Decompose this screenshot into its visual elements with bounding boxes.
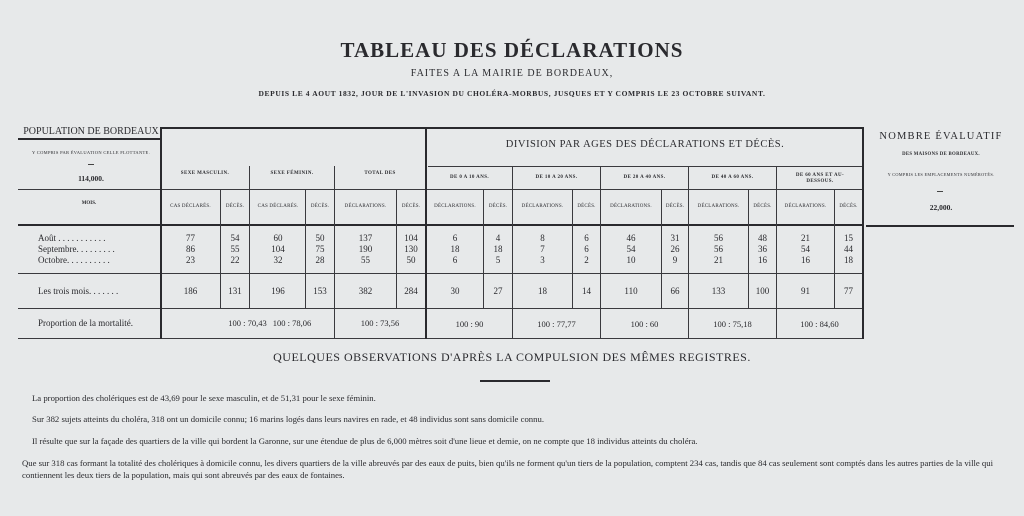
month-label-octobre: Octobre. . . . . . . . . .: [38, 255, 110, 265]
proportion-total: 100 : 73,56: [360, 318, 400, 328]
sub-header: CAS DÉCLARÉS.: [257, 204, 299, 209]
mois-label: MOIS.: [81, 201, 97, 206]
month-value: 55: [361, 255, 370, 265]
observations-rule: [480, 380, 550, 382]
trois-mois-value: 153: [313, 286, 327, 296]
months-bottom-rule: [18, 273, 864, 274]
trois-mois-value: 131: [228, 286, 242, 296]
month-value: 54: [626, 244, 636, 254]
month-value: 16: [801, 255, 810, 265]
pop-bottom-rule: [18, 189, 160, 190]
houses-value: 22,000.: [929, 203, 953, 212]
month-value: 10: [626, 255, 636, 265]
month-value: 190: [358, 244, 373, 254]
month-value: 18: [450, 244, 460, 254]
month-value: 2: [584, 255, 589, 265]
sub-header: DÉCÈS.: [753, 204, 772, 209]
proportion-masculin: 100 : 70,43: [228, 318, 267, 328]
table-top-rule: [160, 127, 864, 129]
month-value: 6: [452, 233, 458, 243]
month-label-aout: Août . . . . . . . . . . .: [38, 233, 106, 243]
month-values-cell: [484, 233, 512, 266]
month-value: 36: [758, 244, 767, 254]
sub-header: DÉCÈS.: [665, 204, 685, 209]
group-header-feminin: SEXE FÉMININ.: [270, 171, 314, 176]
trois-mois-value: 196: [271, 286, 285, 296]
sub-header: DÉCÈS.: [310, 204, 330, 209]
trois-mois-value: 14: [582, 286, 591, 296]
sub-header: DÉCÈS.: [839, 204, 858, 209]
month-values-cell: [335, 233, 396, 266]
month-value: 56: [714, 233, 723, 243]
proportion-label: Proportion de la mortalité.: [38, 318, 133, 328]
sub-header: DÉCÈS.: [225, 204, 245, 209]
division-rule: [428, 166, 862, 167]
period-line: DEPUIS LE 4 AOUT 1832, JOUR DE L'INVASION DU CHOLÉRA-MORBUS, JUSQUES ET Y COMPRIS LE 23 OCTOBRE SUIVANT.: [258, 89, 766, 98]
month-value: 137: [358, 233, 373, 243]
month-values-cell: [513, 233, 572, 266]
month-value: 6: [452, 255, 458, 265]
proportion-40-60: 100 : 75,18: [713, 319, 752, 329]
month-value: 6: [584, 233, 589, 243]
month-values-cell: [573, 233, 600, 266]
month-value: 54: [801, 244, 810, 254]
month-value: 77: [186, 233, 195, 243]
page-title: TABLEAU DES DÉCLARATIONS: [340, 38, 684, 62]
group-header-total: TOTAL DES: [364, 171, 396, 176]
population-dash: [88, 164, 94, 165]
sub-header: DÉCLARATIONS.: [610, 204, 652, 209]
month-value: 4: [495, 233, 501, 243]
month-values-cell: [689, 233, 748, 266]
trois-mois-value: 30: [450, 286, 460, 296]
houses-dash: [937, 191, 943, 192]
sub-header: DÉCÈS.: [401, 204, 421, 209]
population-note: Y COMPRIS PAR ÉVALUATION CELLE FLOTTANTE.: [31, 150, 151, 155]
month-value: 104: [271, 244, 285, 254]
header-bottom-rule: [18, 224, 864, 226]
month-value: 23: [186, 255, 195, 265]
sub-header: DÉCLARATIONS.: [784, 204, 827, 209]
table-bottom-rule: [18, 338, 864, 339]
trois-mois-value: 382: [358, 286, 373, 296]
observation-paragraph: Sur 382 sujets atteints du choléra, 318 ont un domicile connu; 16 marins logés dans leurs navires en rade, et 48 individus sont sans domicile connu.: [32, 414, 544, 424]
trois-mois-value: 18: [538, 286, 547, 296]
month-value: 15: [844, 233, 853, 243]
group-header-60-plus: DE 60 ANS ET AU-DESSOUS.: [795, 173, 845, 184]
month-value: 9: [672, 255, 678, 265]
month-values-cell: [306, 233, 334, 266]
division-title: DIVISION PAR AGES DES DÉCLARATIONS ET DÉCÈS.: [505, 139, 785, 150]
month-value: 104: [404, 233, 418, 243]
houses-note: Y COMPRIS LES EMPLACEMENTS NUMÉROTÉS.: [887, 172, 995, 177]
sub-header: CAS DÉCLARÉS.: [170, 204, 211, 209]
month-value: 50: [406, 255, 416, 265]
sub-header: DÉCLARATIONS.: [521, 204, 564, 209]
month-values-cell: [835, 233, 862, 266]
month-values-cell: [397, 233, 425, 266]
trois-mois-value: 284: [404, 286, 418, 296]
observation-paragraph: Il résulte que sur la façade des quartiers de la ville qui bordent la Garonne, sur une étendue de plus de 6,000 mètres soit d'une lieue et demie, on ne compte que 18 individus atteints du choléra.: [32, 436, 698, 446]
proportion-60-plus: 100 : 84,60: [800, 319, 839, 329]
vline-right: [862, 127, 864, 339]
month-value: 22: [230, 255, 240, 265]
trois-mois-label: Les trois mois. . . . . . .: [38, 286, 119, 296]
houses-title: NOMBRE ÉVALUATIF: [879, 131, 1003, 142]
month-values-cell: [161, 233, 220, 266]
group-header-masculin: SEXE MASCULIN.: [180, 171, 230, 176]
month-values-cell: [662, 233, 688, 266]
proportion-feminin: 100 : 78,06: [272, 318, 312, 328]
trois-mois-value: 27: [493, 286, 503, 296]
month-values-cell: [777, 233, 834, 266]
sub-header: DÉCÈS.: [488, 204, 508, 209]
houses-rule: [866, 225, 1014, 227]
month-value: 86: [186, 244, 195, 254]
month-value: 6: [584, 244, 589, 254]
month-value: 3: [540, 255, 545, 265]
group-header-40-60: DE 40 A 60 ANS.: [711, 175, 754, 180]
month-value: 8: [540, 233, 545, 243]
group-header-0-10: DE 0 A 10 ANS.: [449, 175, 490, 180]
sub-header: DÉCÈS.: [577, 204, 596, 209]
trois-mois-value: 91: [801, 286, 810, 296]
month-value: 60: [273, 233, 283, 243]
trois-mois-value: 110: [624, 286, 638, 296]
group-header-20-40: DE 20 A 40 ANS.: [623, 175, 666, 180]
population-value: 114,000.: [78, 174, 104, 183]
month-value: 75: [315, 244, 325, 254]
trois-mois-value: 100: [755, 286, 770, 296]
month-value: 44: [844, 244, 853, 254]
month-values-cell: [749, 233, 776, 266]
month-value: 21: [801, 233, 810, 243]
month-value: 50: [315, 233, 325, 243]
month-value: 18: [844, 255, 853, 265]
month-values-cell: [250, 233, 306, 266]
month-value: 16: [758, 255, 767, 265]
trois-mois-value: 66: [670, 286, 680, 296]
sub-header: DÉCLARATIONS.: [434, 204, 476, 209]
month-value: 32: [273, 255, 283, 265]
month-value: 46: [626, 233, 636, 243]
sub-header: DÉCLARATIONS.: [697, 204, 740, 209]
pop-rule: [18, 138, 162, 140]
houses-subtitle: DES MAISONS DE BORDEAUX.: [902, 152, 980, 157]
month-value: 54: [230, 233, 240, 243]
month-values-cell: [221, 233, 249, 266]
month-value: 26: [670, 244, 680, 254]
observation-paragraph: La proportion des cholériques est de 43,69 pour le sexe masculin, et de 51,31 pour le sexe féminin.: [32, 393, 376, 403]
month-value: 18: [493, 244, 503, 254]
month-value: 56: [714, 244, 723, 254]
sub-header: DÉCLARATIONS.: [344, 204, 387, 209]
month-value: 7: [540, 244, 545, 254]
proportion-20-40: 100 : 60: [630, 319, 659, 329]
month-value: 130: [404, 244, 418, 254]
month-values-cell: [427, 233, 483, 266]
trois-mois-value: 133: [711, 286, 726, 296]
proportion-0-10: 100 : 90: [455, 319, 484, 329]
month-value: 31: [670, 233, 680, 243]
month-value: 48: [758, 233, 767, 243]
month-label-septembre: Septembre. . . . . . . . .: [38, 244, 115, 254]
group-header-10-20: DE 10 A 20 ANS.: [535, 175, 578, 180]
month-value: 21: [714, 255, 723, 265]
observation-paragraph: Que sur 318 cas formant la totalité des cholériques à domicile connu, les divers quartiers de la ville abreuvés par des eaux de puits, bien qu'ils ne forment qu'un tiers de la population, comptent 234 cas, tandis que 84 cas seulement sont comptés dans les autres parties de la ville qui contiennent les deux tiers de la population, mais qui sont abreuvés par des eaux de fontaines.: [22, 458, 994, 480]
trois-mois-value: 77: [844, 286, 853, 296]
month-value: 28: [315, 255, 325, 265]
month-values-cell: [601, 233, 661, 266]
month-value: 5: [495, 255, 501, 265]
trois-bottom-rule: [18, 308, 864, 309]
page-subtitle: FAITES A LA MAIRIE DE BORDEAUX,: [410, 68, 614, 79]
proportion-10-20: 100 : 77,77: [537, 319, 576, 329]
month-value: 55: [230, 244, 240, 254]
trois-mois-value: 186: [183, 286, 198, 296]
observations-title: QUELQUES OBSERVATIONS D'APRÈS LA COMPULSION DES MÊMES REGISTRES.: [273, 350, 751, 364]
population-title: POPULATION DE BORDEAUX: [23, 126, 159, 137]
